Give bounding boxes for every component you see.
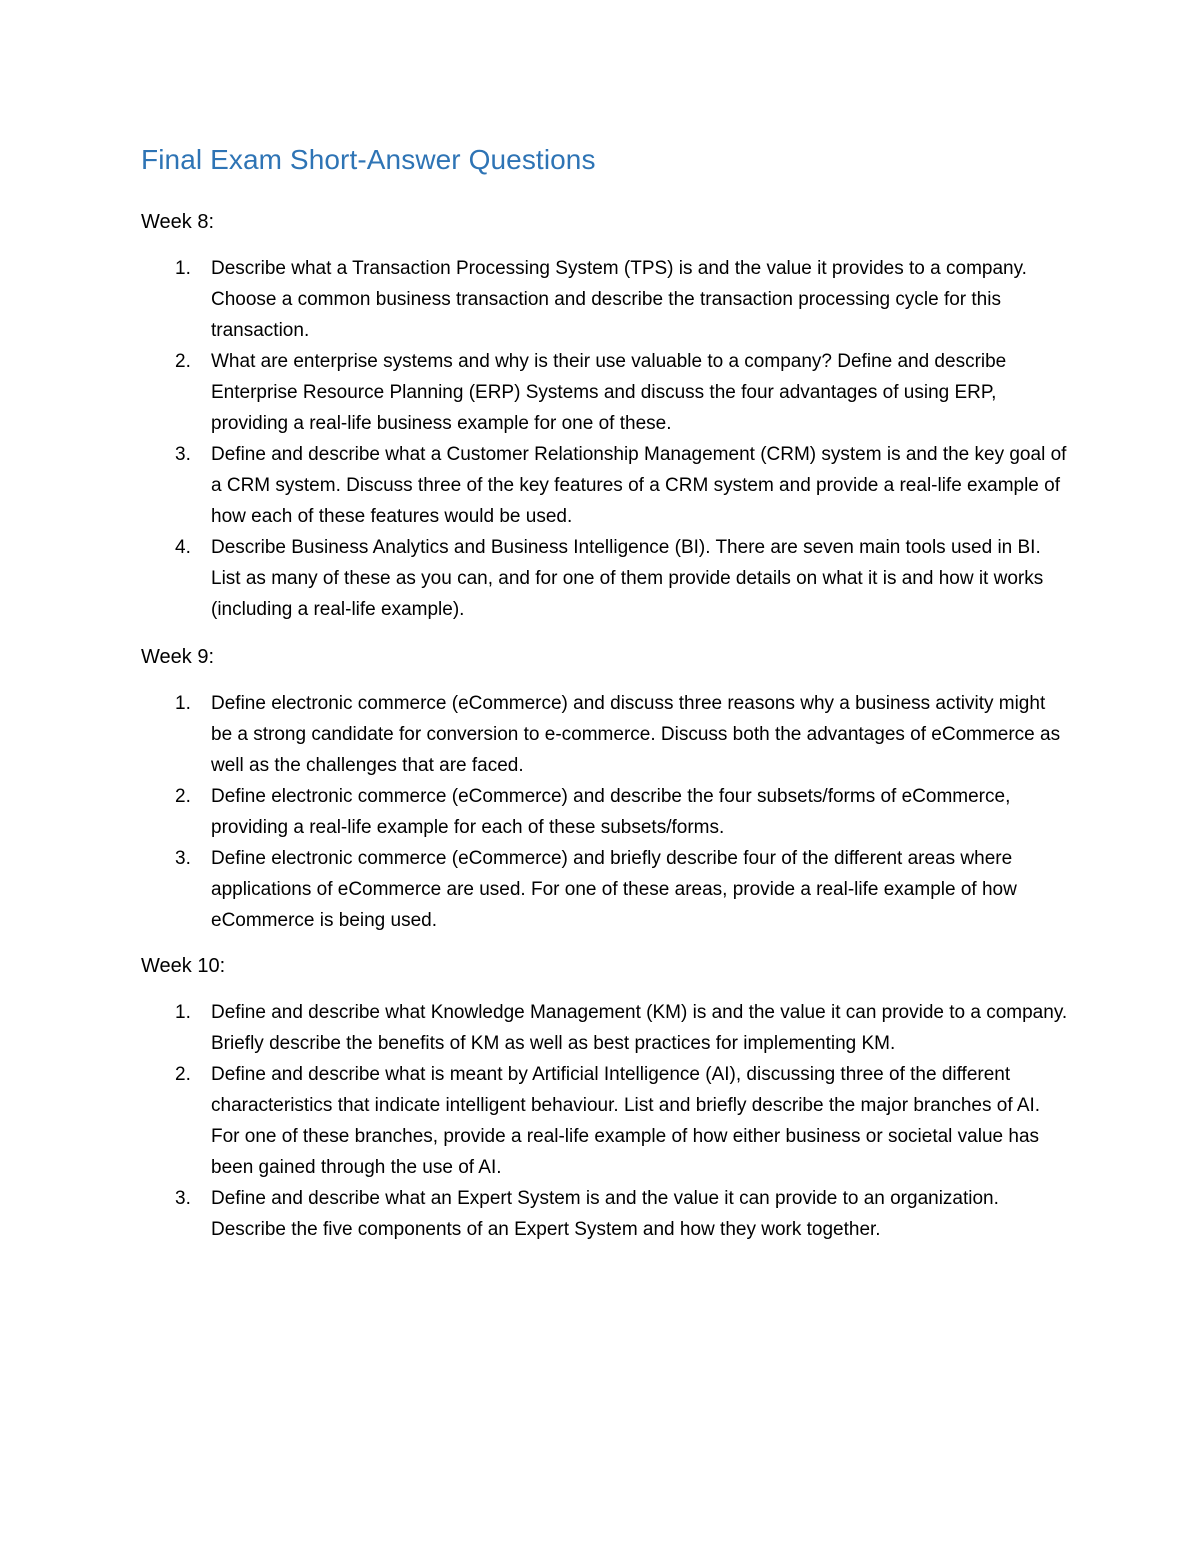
- question-text: Define electronic commerce (eCommerce) and discuss three reasons why a business activity might be a strong candidate for conversion to e-commerce. Discuss both the advantages of eCommerce as well as the challenges that are faced.: [211, 693, 1061, 776]
- question-number: 2.: [175, 351, 191, 372]
- question-text: Define electronic commerce (eCommerce) and briefly describe four of the different areas where applications of eCommerce are used. For one of these areas, provide a real-life example of how eCommerce is being used.: [211, 848, 1017, 931]
- page-title: Final Exam Short-Answer Questions: [141, 144, 596, 175]
- question-text: What are enterprise systems and why is their use valuable to a company? Define and describe Enterprise Resource Planning (ERP) Systems and discuss the four advantages of using ERP, providing a real-life business example for one of these.: [211, 351, 1007, 434]
- question-item: [141, 843, 1071, 936]
- question-number: 3.: [175, 848, 191, 869]
- week-9-heading: Week 9:: [141, 646, 214, 668]
- question-item: [141, 1183, 1071, 1245]
- question-text: Define electronic commerce (eCommerce) and describe the four subsets/forms of eCommerce, providing a real-life example for each of these subsets/forms.: [211, 786, 1011, 838]
- question-item: [141, 688, 1071, 781]
- week-10-heading: Week 10:: [141, 955, 226, 977]
- question-item: [141, 997, 1071, 1059]
- question-text: Define and describe what a Customer Relationship Management (CRM) system is and the key goal of a CRM system. Discuss three of the key features of a CRM system and provide a real-life example of how each of these features would be used.: [211, 444, 1067, 527]
- question-item: [141, 532, 1071, 625]
- question-item: [141, 439, 1071, 532]
- question-number: 1.: [175, 1002, 191, 1023]
- question-text: Describe Business Analytics and Business Intelligence (BI). There are seven main tools used in BI. List as many of these as you can, and for one of them provide details on what it is and how it works (including a real-life example).: [211, 537, 1044, 620]
- question-number: 2.: [175, 786, 191, 807]
- question-item: [141, 781, 1071, 843]
- week-8-question-list: [141, 253, 1071, 625]
- question-number: 2.: [175, 1064, 191, 1085]
- week-8-heading: Week 8:: [141, 211, 214, 233]
- question-number: 3.: [175, 444, 191, 465]
- question-text: Describe what a Transaction Processing System (TPS) is and the value it provides to a company. Choose a common business transaction and describe the transaction processing cycle for this transaction.: [211, 258, 1027, 341]
- question-number: 1.: [175, 693, 191, 714]
- week-9-question-list: [141, 688, 1071, 936]
- question-item: [141, 346, 1071, 439]
- question-number: 4.: [175, 537, 191, 558]
- question-text: Define and describe what is meant by Artificial Intelligence (AI), discussing three of the different characteristics that indicate intelligent behaviour. List and briefly describe the major branches of AI. For one of these branches, provide a real-life example of how either business or societal value has been gained through the use of AI.: [211, 1064, 1041, 1178]
- question-text: Define and describe what an Expert System is and the value it can provide to an organization. Describe the five components of an Expert System and how they work together.: [211, 1188, 999, 1240]
- question-item: [141, 253, 1071, 346]
- question-text: Define and describe what Knowledge Management (KM) is and the value it can provide to a company. Briefly describe the benefits of KM as well as best practices for implementing KM.: [211, 1002, 1068, 1054]
- question-number: 3.: [175, 1188, 191, 1209]
- question-item: [141, 1059, 1071, 1183]
- question-number: 1.: [175, 258, 191, 279]
- week-10-question-list: [141, 997, 1071, 1245]
